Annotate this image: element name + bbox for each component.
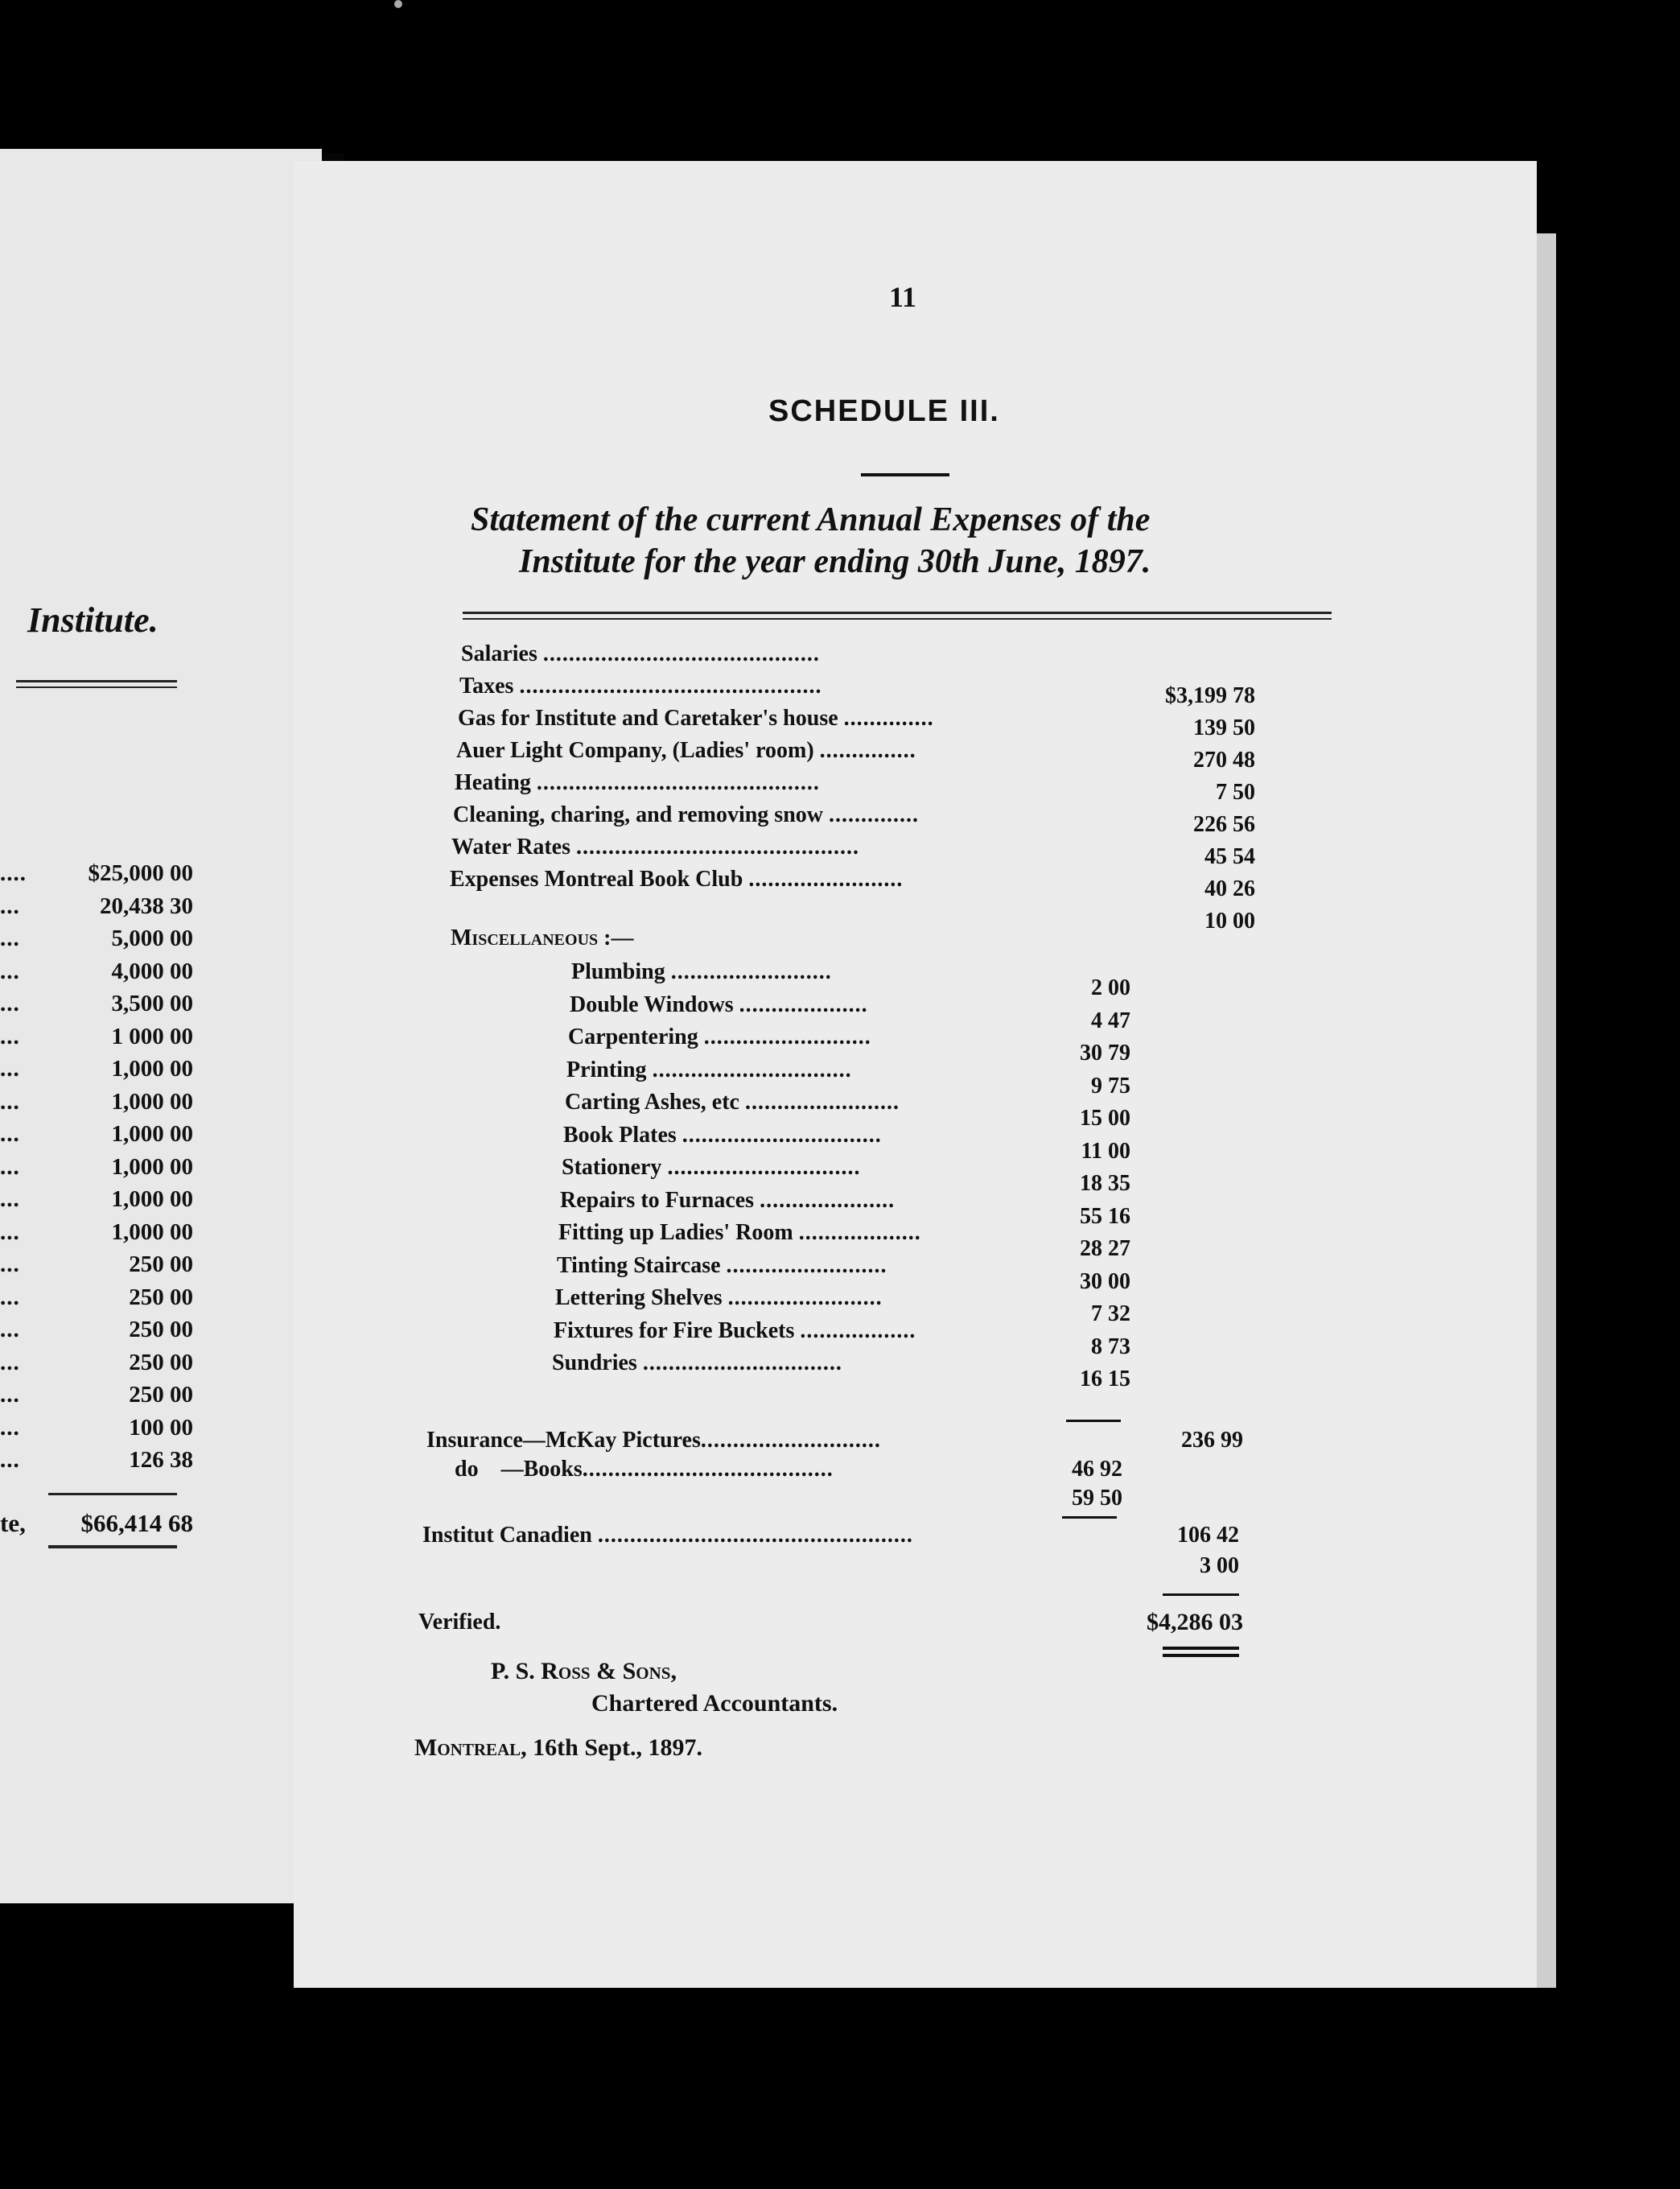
misc-amount: 15 00	[1080, 1106, 1130, 1131]
statement-line-2: Institute for the year ending 30th June, 1897.	[519, 543, 1151, 580]
left-amount-row	[0, 1412, 193, 1445]
title-rule	[861, 473, 949, 476]
grand-total-amount: $4,286 03	[1147, 1609, 1243, 1635]
leader-dots: .....................	[760, 1187, 896, 1213]
leader-dots: .........................	[670, 959, 832, 984]
left-amount-row	[0, 1313, 193, 1346]
misc-label: Double Windows	[570, 991, 734, 1017]
misc-sum-rule	[1066, 1420, 1121, 1422]
leader-dots: ...............................	[652, 1057, 852, 1082]
left-page-rule	[16, 686, 177, 688]
expense-label: Gas for Institute and Caretaker's house	[458, 706, 838, 731]
misc-label: Sundries	[552, 1350, 637, 1375]
grand-total-double-rule	[1163, 1654, 1239, 1657]
left-amount: 250 00	[129, 1284, 193, 1310]
left-total-amount: $66,414 68	[80, 1509, 193, 1537]
leader-dots: ...............................	[681, 1122, 882, 1148]
left-amount: 3,500 00	[111, 991, 193, 1016]
left-total-rule	[48, 1493, 177, 1495]
grand-total-rule	[1163, 1593, 1239, 1596]
left-facing-page	[0, 149, 322, 1903]
left-amount-row	[0, 1281, 193, 1314]
left-amount-row	[0, 890, 193, 923]
leader-dots: ...	[0, 1186, 20, 1212]
institut-canadien-row	[422, 1521, 913, 1550]
misc-row	[554, 1317, 916, 1346]
misc-row	[562, 1153, 860, 1182]
expense-row	[453, 801, 919, 830]
left-amount: 1,000 00	[111, 1153, 193, 1180]
leader-dots: ...	[0, 1414, 20, 1441]
misc-row	[557, 1251, 887, 1280]
left-amount-row	[0, 1053, 193, 1086]
leader-dots: ...	[0, 1284, 20, 1310]
leader-dots: ............................................	[536, 770, 820, 795]
expense-label: Taxes	[459, 674, 514, 699]
statement-heading	[471, 499, 1344, 583]
expense-amount: 45 54	[1204, 844, 1255, 869]
misc-amount: 11 00	[1081, 1138, 1130, 1164]
misc-amount: 4 47	[1091, 1008, 1130, 1033]
leader-dots: ...	[0, 1382, 20, 1408]
left-amount: 1,000 00	[111, 1186, 193, 1212]
expense-label: Heating	[455, 770, 531, 795]
misc-label: Plumbing	[571, 959, 665, 984]
misc-total-amount: 236 99	[1181, 1428, 1243, 1453]
expense-amount: 139 50	[1193, 715, 1255, 740]
left-amount: 250 00	[129, 1382, 193, 1408]
leader-dots: ..................	[800, 1317, 916, 1343]
statement-line-1: Statement of the current Annual Expenses of the	[471, 501, 1151, 538]
leader-dots: ...	[0, 1023, 20, 1049]
misc-label: Fixtures for Fire Buckets	[554, 1317, 795, 1343]
left-amount-row	[0, 1020, 193, 1053]
expense-label: Expenses Montreal Book Club	[450, 867, 743, 892]
left-amount: 250 00	[129, 1317, 193, 1342]
left-amount: 1,000 00	[111, 1088, 193, 1115]
left-amount: 20,438 30	[100, 893, 193, 919]
left-amount: 250 00	[129, 1349, 193, 1375]
left-amount-list	[0, 857, 193, 1477]
left-amount: 1 000 00	[111, 1023, 193, 1049]
scan-mark	[394, 0, 402, 8]
leader-dots: ...	[0, 1218, 20, 1245]
leader-dots: ..........................	[703, 1024, 871, 1049]
leader-dots: ...	[0, 1153, 20, 1180]
leader-dots: ...........................................	[542, 641, 820, 666]
leader-dots: ........................	[748, 867, 904, 892]
misc-amount: 30 79	[1080, 1041, 1130, 1066]
left-amount: 4,000 00	[111, 958, 193, 984]
misc-row	[560, 1186, 895, 1215]
left-amount: $25,000 00	[88, 860, 193, 886]
leader-dots: ..............	[829, 802, 919, 827]
page-number: 11	[889, 281, 917, 313]
leader-dots: ...	[0, 1056, 20, 1082]
leader-dots: ..............	[843, 706, 934, 731]
expense-row	[461, 640, 820, 669]
left-amount: 126 38	[129, 1447, 193, 1473]
insurance-pictures-label: Insurance—McKay Pictures	[426, 1428, 701, 1453]
left-amount-row	[0, 922, 193, 955]
left-total-double-rule	[48, 1545, 177, 1548]
left-amount: 1,000 00	[111, 1218, 193, 1245]
misc-row	[558, 1218, 921, 1247]
firm-role: Chartered Accountants.	[591, 1690, 838, 1717]
left-amount: 1,000 00	[111, 1121, 193, 1147]
misc-row	[565, 1088, 900, 1117]
header-double-rule-bottom	[463, 618, 1332, 620]
expense-amount: 10 00	[1204, 909, 1255, 934]
leader-dots: ............................................	[576, 835, 859, 860]
date: 16th Sept., 1897.	[526, 1734, 703, 1761]
expense-amount: 226 56	[1193, 812, 1255, 837]
left-amount-row	[0, 1086, 193, 1119]
leader-dots: ...	[0, 1447, 20, 1473]
leader-dots: ...	[0, 1088, 20, 1115]
left-amount-row	[0, 987, 193, 1020]
misc-row	[570, 991, 868, 1020]
leader-dots: ...	[0, 925, 20, 951]
expense-label: Cleaning, charing, and removing snow	[453, 802, 823, 827]
place-date	[414, 1734, 702, 1762]
expense-amount: 40 26	[1204, 876, 1255, 901]
expense-row	[458, 704, 934, 733]
schedule-page	[294, 161, 1537, 1988]
leader-dots: ........................	[727, 1285, 883, 1310]
insurance-books-amount: 59 50	[1072, 1486, 1122, 1511]
misc-label: Tinting Staircase	[557, 1252, 721, 1278]
leader-dots: .................................................	[597, 1523, 913, 1548]
misc-amount: 8 73	[1091, 1334, 1130, 1359]
misc-label: Carpentering	[568, 1024, 698, 1049]
misc-amount: 2 00	[1091, 975, 1130, 1000]
misc-row	[568, 1023, 871, 1052]
expense-row	[459, 672, 821, 701]
misc-label: Repairs to Furnaces	[560, 1187, 755, 1213]
misc-amount: 9 75	[1091, 1073, 1130, 1099]
left-amount-row	[0, 1151, 193, 1184]
left-page-heading: Institute.	[27, 600, 159, 640]
expense-row	[450, 865, 903, 894]
misc-label: Fitting up Ladies' Room	[558, 1220, 793, 1245]
expense-row	[451, 833, 859, 862]
leader-dots: ...............................	[642, 1350, 842, 1375]
grand-total-double-rule	[1163, 1647, 1239, 1650]
expense-row	[455, 769, 820, 798]
left-amount-row	[0, 1444, 193, 1477]
left-amount-row	[0, 1183, 193, 1216]
leader-dots: ...	[0, 958, 20, 984]
left-amount-row	[0, 1346, 193, 1379]
misc-row	[566, 1056, 852, 1085]
leader-dots: ...	[0, 1317, 20, 1342]
misc-amount: 16 15	[1080, 1367, 1130, 1391]
misc-row	[563, 1121, 882, 1150]
insurance-total-amount: 106 42	[1177, 1523, 1239, 1548]
left-amount-row	[0, 955, 193, 988]
leader-dots: ........................	[744, 1090, 900, 1115]
leader-dots: ...............................................	[519, 674, 822, 699]
leader-dots: ...................	[798, 1220, 921, 1245]
misc-row	[552, 1349, 842, 1378]
leader-dots: ..............................	[667, 1155, 861, 1180]
leader-dots: ...	[0, 893, 20, 919]
leader-dots: .......................................	[582, 1457, 834, 1482]
verified-label: Verified.	[418, 1610, 501, 1635]
misc-label: Book Plates	[563, 1122, 677, 1148]
misc-label: Lettering Shelves	[555, 1285, 723, 1310]
misc-label: Stationery	[562, 1155, 662, 1180]
left-amount-row	[0, 857, 193, 890]
place-city: Montreal,	[414, 1734, 527, 1761]
insurance-books-label: do —Books	[455, 1457, 583, 1482]
institut-amount: 3 00	[1200, 1553, 1239, 1578]
insurance-pictures-amount: 46 92	[1072, 1457, 1122, 1482]
left-amount-row	[0, 1216, 193, 1249]
misc-amount: 55 16	[1080, 1203, 1130, 1229]
left-page-rule	[16, 680, 177, 682]
left-amount-row	[0, 1118, 193, 1151]
expense-amount: 270 48	[1193, 748, 1255, 773]
misc-amount: 28 27	[1080, 1236, 1130, 1261]
expense-row	[456, 736, 916, 765]
left-amount-row	[0, 1248, 193, 1281]
leader-dots: ...	[0, 1349, 20, 1375]
misc-heading: Miscellaneous :—	[451, 925, 634, 950]
leader-dots: ....	[0, 860, 27, 886]
misc-row	[571, 958, 832, 987]
left-amount-row	[0, 1379, 193, 1412]
expense-label: Salaries	[461, 641, 537, 666]
insurance-books-row	[455, 1455, 834, 1484]
left-amount: 250 00	[129, 1251, 193, 1277]
misc-row	[555, 1284, 883, 1313]
left-amount: 100 00	[129, 1414, 193, 1441]
left-amount: 5,000 00	[111, 925, 193, 951]
left-total-label: te,	[0, 1509, 26, 1537]
expense-amount: $3,199 78	[1165, 683, 1255, 708]
left-amount: 1,000 00	[111, 1056, 193, 1082]
leader-dots: ............................	[700, 1428, 881, 1453]
misc-label: Carting Ashes, etc	[565, 1090, 739, 1115]
leader-dots: ...	[0, 1251, 20, 1277]
firm-name: P. S. Ross & Sons,	[491, 1658, 677, 1684]
leader-dots: ....................	[739, 991, 868, 1017]
misc-amount: 30 00	[1080, 1268, 1130, 1294]
expense-label: Water Rates	[451, 835, 570, 860]
header-double-rule-top	[463, 612, 1332, 614]
leader-dots: .........................	[726, 1252, 887, 1278]
misc-amount: 18 35	[1080, 1171, 1130, 1196]
institut-label: Institut Canadien	[422, 1523, 592, 1548]
leader-dots: ...	[0, 1121, 20, 1147]
misc-amount: 7 32	[1091, 1301, 1130, 1326]
leader-dots: ...............	[819, 738, 916, 763]
misc-label: Printing	[566, 1057, 647, 1082]
schedule-title: SCHEDULE III.	[768, 394, 1000, 428]
leader-dots: ...	[0, 991, 20, 1016]
insurance-pictures-row	[426, 1426, 881, 1455]
expense-label: Auer Light Company, (Ladies' room)	[456, 738, 814, 763]
expense-amount: 7 50	[1216, 780, 1255, 805]
insurance-sum-rule	[1062, 1516, 1117, 1519]
